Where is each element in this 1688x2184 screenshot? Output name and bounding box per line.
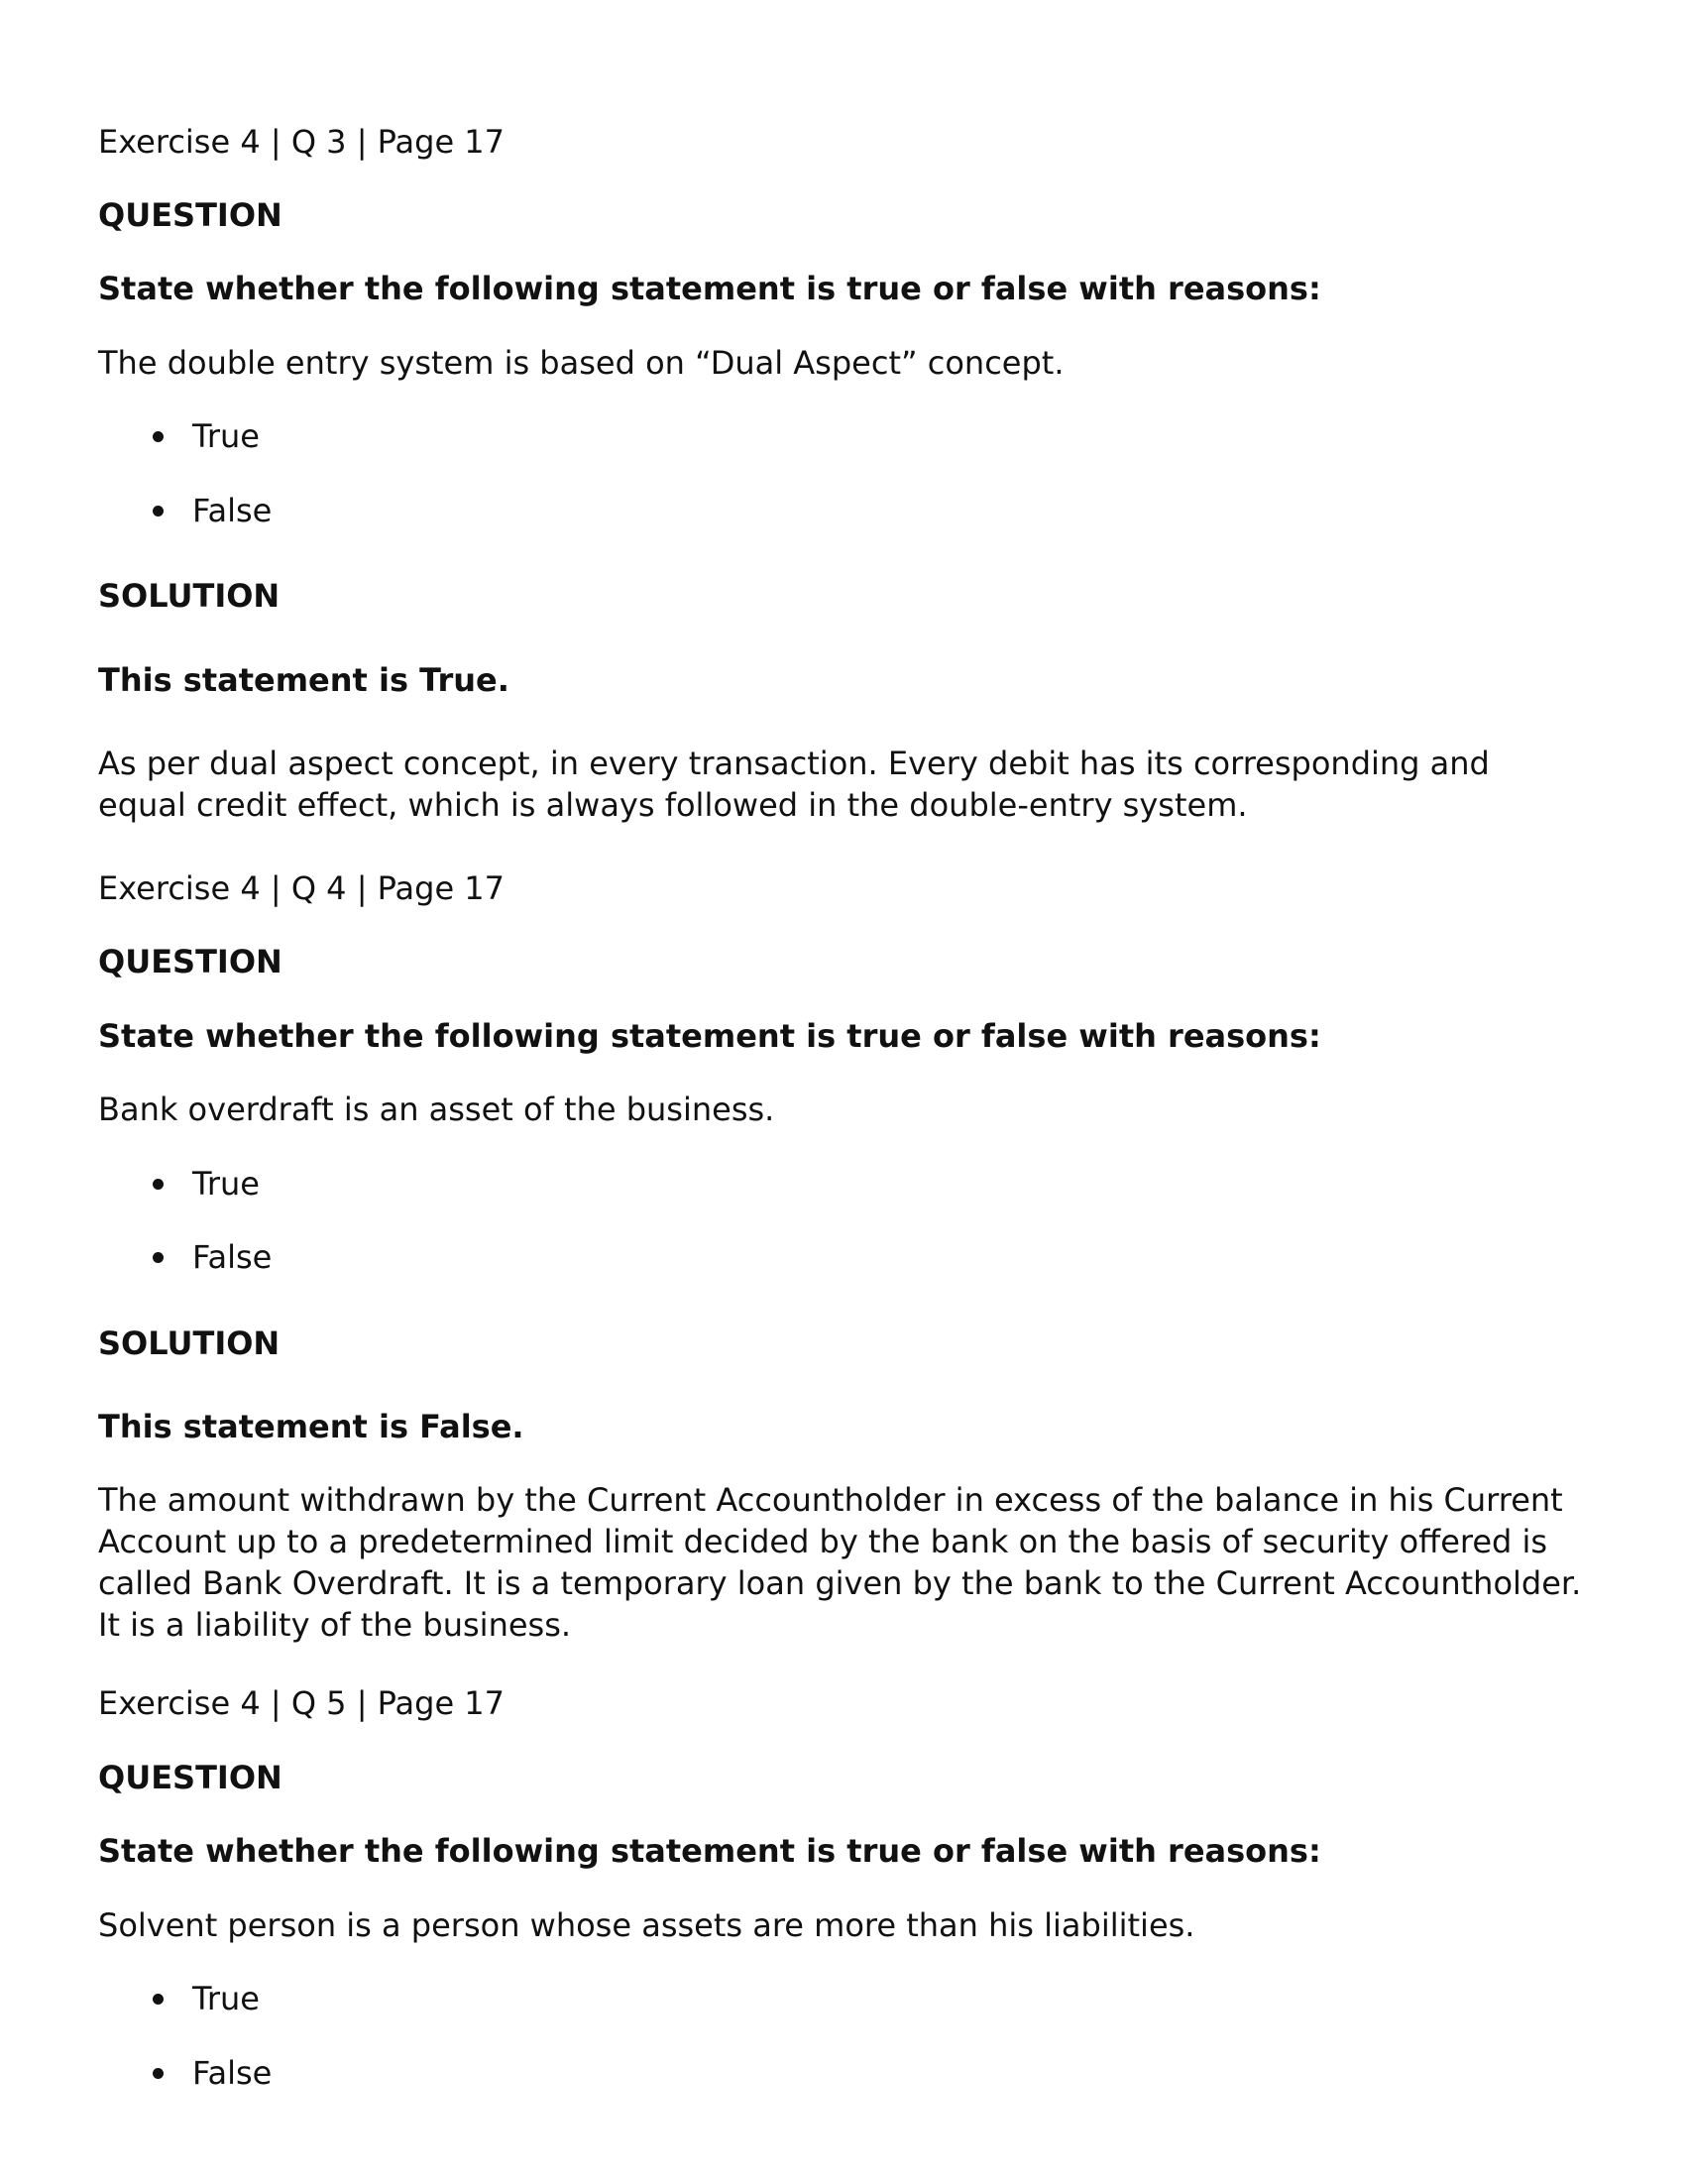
option-label: False: [192, 1238, 273, 1276]
question-prompt: State whether the following statement is true or false with reasons:: [98, 1017, 1321, 1055]
exercise-reference: Exercise 4 | Q 3 | Page 17: [98, 123, 506, 161]
bullet-icon: [153, 1179, 164, 1190]
bullet-icon: [153, 1252, 164, 1263]
question-prompt: State whether the following statement is true or false with reasons:: [98, 270, 1321, 307]
option-label: False: [192, 492, 273, 529]
bullet-icon: [153, 1994, 164, 2005]
bullet-icon: [153, 506, 164, 517]
question-statement: Bank overdraft is an asset of the business.: [98, 1091, 775, 1128]
bullet-icon: [153, 431, 164, 442]
solution-explanation: The amount withdrawn by the Current Accountholder in excess of the balance in his Current Account up to a predetermined limit decided by the bank on the basis of security offered is called Bank Overdraft. It is a temporary loan given by the bank to the Current Accountholder. It is a liability of the business.: [98, 1481, 1582, 1644]
question-statement: Solvent person is a person whose assets are more than his liabilities.: [98, 1906, 1195, 1944]
question-statement: The double entry system is based on “Dual Aspect” concept.: [98, 344, 1065, 382]
option-label: True: [192, 417, 260, 455]
solution-verdict: This statement is False.: [98, 1408, 524, 1445]
question-heading: QUESTION: [98, 943, 282, 980]
solution-heading: SOLUTION: [98, 1324, 281, 1362]
exercise-reference: Exercise 4 | Q 5 | Page 17: [98, 1684, 506, 1722]
option-label: True: [192, 1165, 260, 1203]
solution-heading: SOLUTION: [98, 577, 281, 615]
exercise-reference: Exercise 4 | Q 4 | Page 17: [98, 869, 506, 907]
solution-explanation: As per dual aspect concept, in every transaction. Every debit has its corresponding and equal credit effect, which is always followed in the double-entry system.: [98, 745, 1490, 824]
option-label: False: [192, 2054, 273, 2092]
bullet-icon: [153, 2068, 164, 2079]
question-prompt: State whether the following statement is true or false with reasons:: [98, 1832, 1321, 1870]
question-heading: QUESTION: [98, 1759, 282, 1796]
solution-verdict: This statement is True.: [98, 661, 509, 699]
question-heading: QUESTION: [98, 196, 282, 234]
option-label: True: [192, 1980, 260, 2017]
